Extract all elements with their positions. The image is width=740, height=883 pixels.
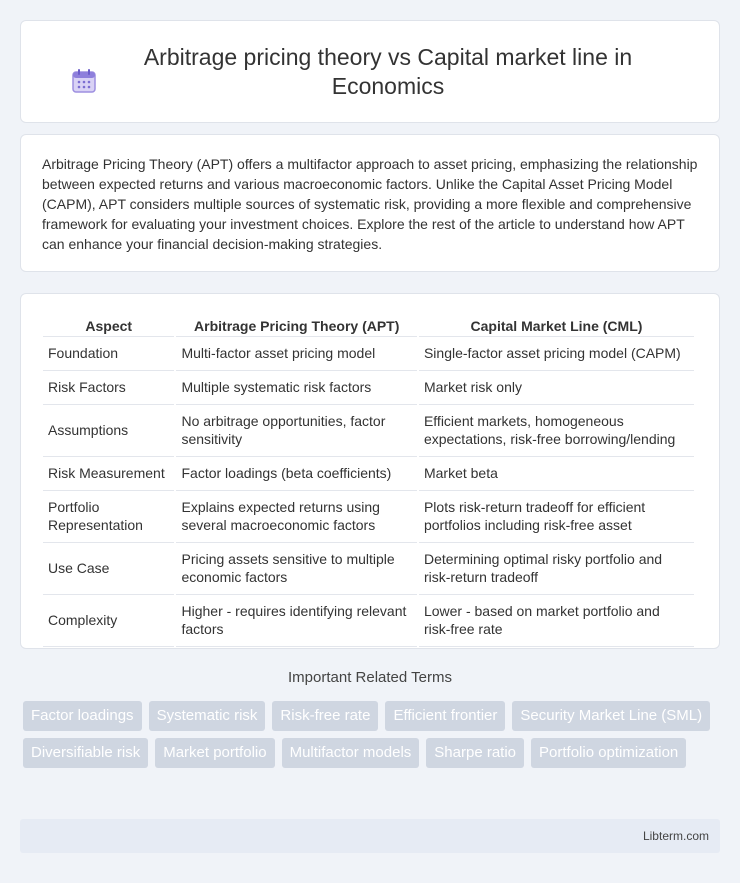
intro-card	[20, 134, 720, 272]
table-cell-cml: Market beta	[419, 457, 694, 491]
tag-security-market-line[interactable]: Security Market Line (SML)	[512, 701, 710, 731]
calendar-icon	[70, 67, 98, 95]
intro-paragraph: Arbitrage Pricing Theory (APT) offers a multifactor approach to asset pricing, emphasizing the relationship between expected returns and various macroeconomic factors. Unlike the Capital Asset Pricing Model (CAPM), APT considers multiple sources of systematic risk, providing a more flexible and comprehensive framework for evaluating your investment choices. Explore the rest of the article to understand how APT can enhance your financial decision-making strategies.	[42, 156, 698, 252]
title-wrap	[70, 43, 670, 101]
tag-sharpe-ratio[interactable]: Sharpe ratio	[426, 738, 524, 768]
table-cell-apt: Multiple systematic risk factors	[176, 371, 416, 405]
tag-multifactor-models[interactable]: Multifactor models	[282, 738, 420, 768]
column-header-apt: Arbitrage Pricing Theory (APT)	[176, 314, 416, 337]
table-row	[43, 371, 694, 405]
table-header-row	[43, 314, 694, 337]
table-row	[43, 337, 694, 371]
column-header-aspect: Aspect	[43, 314, 174, 337]
related-terms-list	[23, 701, 713, 768]
table-cell-cml: Determining optimal risky portfolio and risk-return tradeoff	[419, 543, 694, 595]
table-cell-aspect: Risk Measurement	[43, 457, 174, 491]
table-cell-apt: Pricing assets sensitive to multiple economic factors	[176, 543, 416, 595]
table-cell-cml: Plots risk-return tradeoff for efficient portfolios including risk-free asset	[419, 491, 694, 543]
table-cell-apt: Factor loadings (beta coefficients)	[176, 457, 416, 491]
table-cell-apt: Multi-factor asset pricing model	[176, 337, 416, 371]
table-cell-cml: Market risk only	[419, 371, 694, 405]
tag-diversifiable-risk[interactable]: Diversifiable risk	[23, 738, 148, 768]
tag-market-portfolio[interactable]: Market portfolio	[155, 738, 274, 768]
table-cell-aspect: Use Case	[43, 543, 174, 595]
column-header-cml: Capital Market Line (CML)	[419, 314, 694, 337]
table-cell-apt: No arbitrage opportunities, factor sensitivity	[176, 405, 416, 457]
tag-efficient-frontier[interactable]: Efficient frontier	[385, 701, 505, 731]
table-row	[43, 543, 694, 595]
related-terms-title: Important Related Terms	[288, 669, 452, 686]
table-cell-cml: Efficient markets, homogeneous expectations, risk-free borrowing/lending	[419, 405, 694, 457]
footer-brand-link[interactable]: Libterm.com	[642, 829, 709, 843]
table-cell-aspect: Risk Factors	[43, 371, 174, 405]
comparison-table-card	[20, 293, 720, 649]
tag-portfolio-optimization[interactable]: Portfolio optimization	[531, 738, 686, 768]
table-cell-cml: Single-factor asset pricing model (CAPM)	[419, 337, 694, 371]
table-cell-aspect: Complexity	[43, 595, 174, 647]
table-row	[43, 595, 694, 647]
comparison-table	[41, 314, 696, 647]
footer	[20, 819, 720, 853]
table-row	[43, 405, 694, 457]
table-cell-aspect: Assumptions	[43, 405, 174, 457]
page-title: Arbitrage pricing theory vs Capital market line in Economics	[143, 43, 633, 99]
tag-risk-free-rate[interactable]: Risk-free rate	[272, 701, 378, 731]
table-cell-apt: Higher - requires identifying relevant factors	[176, 595, 416, 647]
table-cell-aspect: Foundation	[43, 337, 174, 371]
table-cell-apt: Explains expected returns using several macroeconomic factors	[176, 491, 416, 543]
table-row	[43, 491, 694, 543]
table-cell-aspect: Portfolio Representation	[43, 491, 174, 543]
tag-systematic-risk[interactable]: Systematic risk	[149, 701, 266, 731]
tag-factor-loadings[interactable]: Factor loadings	[23, 701, 142, 731]
header-card	[20, 20, 720, 123]
table-row	[43, 457, 694, 491]
table-cell-cml: Lower - based on market portfolio and risk-free rate	[419, 595, 694, 647]
